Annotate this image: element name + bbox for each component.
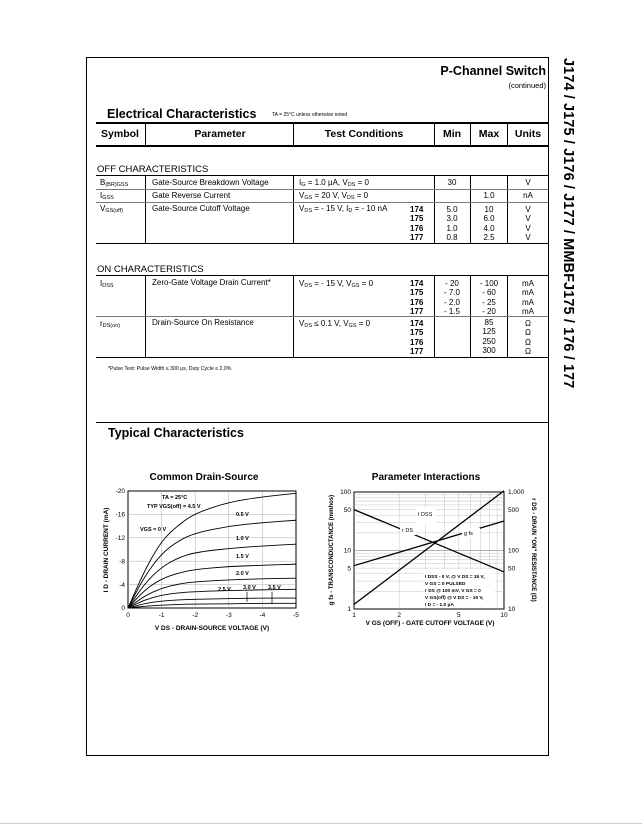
igss-conditions: $V_{GS} = 20$ V, $V_{DS} = 0$ [299, 191, 369, 201]
rds-parameter: Drain-Source On Resistance [152, 318, 254, 327]
vgsoff-part: 177 [410, 233, 424, 242]
chart2-ylabel: g fs - TRANSCONDUCTANCE (mmhos) [329, 494, 335, 606]
vgsoff-min: 0.8 [446, 233, 458, 242]
chart1-annotation: 3.5 V [268, 585, 281, 591]
bvgss-parameter: Gate-Source Breakdown Voltage [152, 178, 269, 187]
rds-unit: Ω [525, 347, 531, 356]
chart2-note: r DS @ 100 mV, V GS = 0 [425, 589, 481, 594]
chart1-annotation: TA = 25°C [162, 495, 188, 501]
rds-unit: Ω [525, 338, 531, 347]
vgsoff-unit: V [525, 205, 531, 214]
chart2-note: I D = - 1.0 μA [425, 603, 454, 608]
rds-conditions: $V_{DS} \le 0.1$ V, $V_{GS} = 0$ [299, 319, 371, 329]
drain-source-chart [96, 465, 311, 635]
rds-part: 174 [410, 319, 424, 328]
idss-unit: mA [522, 288, 534, 297]
chart1-annotation: 1.0 V [236, 536, 249, 542]
chart1-annotation: 2.0 V [236, 571, 249, 577]
off-rule [96, 175, 548, 176]
idss-part: 176 [410, 298, 424, 307]
chart1-annotation: 2.5 V [218, 587, 231, 593]
chart2-xtick-label: 1 [352, 612, 356, 619]
hdr-sep [470, 123, 471, 146]
vgsoff-symbol: $V_{GS(off)}$ [100, 204, 123, 214]
idss-parameter: Zero-Gate Voltage Drain Current* [152, 278, 271, 287]
on-title: ON CHARACTERISTICS [97, 264, 204, 275]
col-parameter: Parameter [194, 128, 246, 140]
rds-max: 300 [482, 346, 496, 355]
typical-title: Typical Characteristics [108, 426, 244, 440]
idss-unit: mA [522, 307, 534, 316]
chart1-annotation: VGS = 0 V [140, 527, 167, 533]
bvgss-symbol: $B_{(BR)GSS}$ [100, 178, 129, 188]
idss-max: - 60 [482, 288, 496, 297]
hdr-sep [145, 123, 146, 146]
rds-part: 177 [410, 347, 424, 356]
rds-symbol: $r_{DS(on)}$ [100, 319, 121, 329]
chart1-title: Common Drain-Source [149, 472, 259, 483]
idss-unit: mA [522, 298, 534, 307]
chart2-ytick-label: 100 [340, 489, 351, 497]
chart2-ytick-label: 1 [347, 606, 351, 614]
chart2-xtick-label: 5 [457, 612, 461, 619]
col-max: Max [478, 128, 500, 140]
chart2-series-line [354, 521, 504, 566]
col-units: Units [514, 128, 542, 140]
pulse-note: *Pulse Test: Pulse Width ≤ 300 μs, Duty Cycle ≤ 2.0% [108, 366, 232, 372]
idss-min: - 7.0 [443, 288, 460, 297]
chart1-ytick-label: 0 [121, 605, 125, 613]
rds-part: 175 [410, 328, 424, 337]
rds-unit: Ω [525, 328, 531, 337]
chart2-ylabel-right: r DS - DRAIN "ON" RESISTANCE (Ω) [530, 498, 536, 602]
chart1-curve [128, 603, 296, 608]
chart2-ytick-label: 50 [343, 506, 351, 514]
rds-max: 85 [484, 318, 494, 327]
chart1-ytick-label: -8 [119, 558, 125, 566]
chart1-xlabel: V DS - DRAIN-SOURCE VOLTAGE (V) [154, 625, 270, 632]
off-bottom-rule [96, 243, 548, 244]
ta-note: TA = 25°C unless otherwise noted [272, 112, 348, 118]
igss-max: 1.0 [483, 191, 495, 200]
chart1-xtick-label: -3 [225, 612, 232, 619]
vgsoff-max: 10 [484, 205, 494, 214]
side-banner [558, 58, 578, 403]
chart1-annotation: TYP VGS(off) = 4.5 V [147, 504, 201, 510]
chart2-xtick-label: 10 [500, 612, 508, 619]
bvgss-min: 30 [447, 178, 457, 187]
chart2-ytick-right-label: 50 [508, 565, 516, 573]
col-min: Min [442, 128, 462, 140]
vgsoff-min: 5.0 [446, 205, 458, 214]
idss-min: - 1.5 [443, 307, 460, 316]
off-sep [293, 176, 294, 243]
igss-parameter: Gate Reverse Current [152, 191, 231, 200]
frame-top [86, 57, 549, 58]
chart1-ytick-label: -20 [115, 488, 125, 496]
chart2-annotation: r DS [402, 528, 413, 534]
rds-part: 176 [410, 338, 424, 347]
bvgss-conditions: $I_G = 1.0$ μA, $V_{DS} = 0$ [299, 178, 369, 188]
vgsoff-min: 1.0 [446, 224, 458, 233]
igss-symbol: $I_{GSS}$ [100, 191, 114, 201]
rds-unit: Ω [525, 319, 531, 328]
chart1-ytick-label: -12 [115, 535, 125, 542]
rds-max: 125 [482, 327, 496, 336]
vgsoff-part: 174 [410, 205, 424, 214]
chart1-annotation: 0.5 V [236, 512, 249, 518]
chart1-xtick-label: -1 [158, 612, 165, 619]
vgsoff-unit: V [525, 233, 531, 242]
chart2-note: V GS = 0 PULSED [425, 582, 466, 587]
chart1-ytick-label: -16 [115, 511, 125, 519]
page-title: P-Channel Switch [440, 64, 546, 78]
vgsoff-conditions: $V_{DS}$ = - 15 V, $I_D$ = - 10 nA [299, 204, 388, 214]
chart1-annotation: 3.0 V [243, 585, 256, 591]
chart1-xtick-label: -5 [293, 612, 299, 619]
bvgss-unit: V [525, 178, 531, 187]
hdr-sep [507, 123, 508, 146]
hdr-sep [434, 123, 435, 146]
electrical-title: Electrical Characteristics [107, 107, 257, 121]
chart2-ytick-right-label: 1,000 [508, 489, 525, 497]
chart1-ytick-label: -4 [119, 581, 125, 589]
idss-min: - 2.0 [443, 298, 460, 307]
chart2-xtick-label: 2 [397, 612, 401, 619]
vgsoff-min: 3.0 [446, 214, 458, 223]
off-row-rule [96, 189, 548, 190]
off-title: OFF CHARACTERISTICS [97, 164, 209, 175]
idss-conditions: $V_{DS}$ = - 15 V, $V_{GS} = 0$ [299, 279, 374, 289]
chart1-xtick-label: -2 [192, 612, 199, 619]
page-subtitle: (continued) [508, 81, 546, 90]
chart2-ytick-label: 5 [347, 565, 351, 573]
vgsoff-max: 6.0 [483, 214, 495, 223]
chart2-ytick-right-label: 100 [508, 547, 519, 555]
chart2-note: I DSS - 0 V, @ V DS = 15 V, [425, 575, 485, 580]
chart1-annotation: 1.5 V [236, 554, 249, 560]
vgsoff-unit: V [525, 214, 531, 223]
hdr-sep [293, 123, 294, 146]
idss-max: - 20 [482, 307, 496, 316]
idss-max: - 100 [479, 279, 499, 288]
vgsoff-unit: V [525, 224, 531, 233]
side-title: J174 / J175 / J176 / J177 / MMBFJ175 / 176 / 177 [560, 58, 576, 389]
off-sep [145, 176, 146, 243]
idss-part: 174 [410, 279, 424, 288]
chart2-ytick-label: 10 [343, 547, 351, 555]
igss-unit: nA [523, 191, 533, 200]
idss-part: 175 [410, 288, 424, 297]
table-header-rule [96, 145, 548, 147]
rds-max: 250 [482, 337, 496, 346]
vgsoff-max: 2.5 [483, 233, 495, 242]
frame-left [86, 57, 87, 756]
chart1-ylabel: I D - DRAIN CURRENT (mA) [103, 507, 110, 593]
vgsoff-part: 175 [410, 214, 424, 223]
chart2-annotation: g fs [464, 531, 473, 537]
on-bottom-rule [96, 357, 548, 358]
col-symbol: Symbol [101, 128, 139, 140]
typical-rule [96, 422, 548, 423]
idss-unit: mA [522, 279, 534, 288]
chart1-xtick-label: 0 [126, 612, 130, 619]
chart1-xtick-label: -4 [259, 612, 266, 619]
idss-part: 177 [410, 307, 424, 316]
col-test-conditions: Test Conditions [324, 128, 404, 140]
chart2-title: Parameter Interactions [371, 472, 481, 483]
off-row-rule [96, 202, 548, 203]
frame-right [548, 57, 549, 756]
chart2-ytick-right-label: 500 [508, 506, 519, 514]
vgsoff-parameter: Gate-Source Cutoff Voltage [152, 204, 250, 213]
chart2-ytick-right-label: 10 [508, 606, 516, 614]
chart1-curve [128, 520, 296, 608]
on-rule [96, 275, 548, 276]
chart2-note: V GS(off) @ V DS = - 15 V, [425, 596, 484, 601]
idss-max: - 25 [482, 298, 496, 307]
parameter-interactions-chart [322, 465, 542, 635]
vgsoff-max: 4.0 [483, 224, 495, 233]
table-top-rule [96, 122, 548, 124]
chart2-annotation: I DSS [418, 512, 433, 518]
idss-symbol: $I_{DSS}$ [100, 279, 114, 289]
bottom-rule [0, 823, 642, 824]
chart2-xlabel: V GS (OFF) - GATE CUTOFF VOLTAGE (V) [365, 620, 495, 627]
idss-min: - 20 [445, 279, 459, 288]
vgsoff-part: 176 [410, 224, 424, 233]
frame-bottom [86, 755, 549, 756]
